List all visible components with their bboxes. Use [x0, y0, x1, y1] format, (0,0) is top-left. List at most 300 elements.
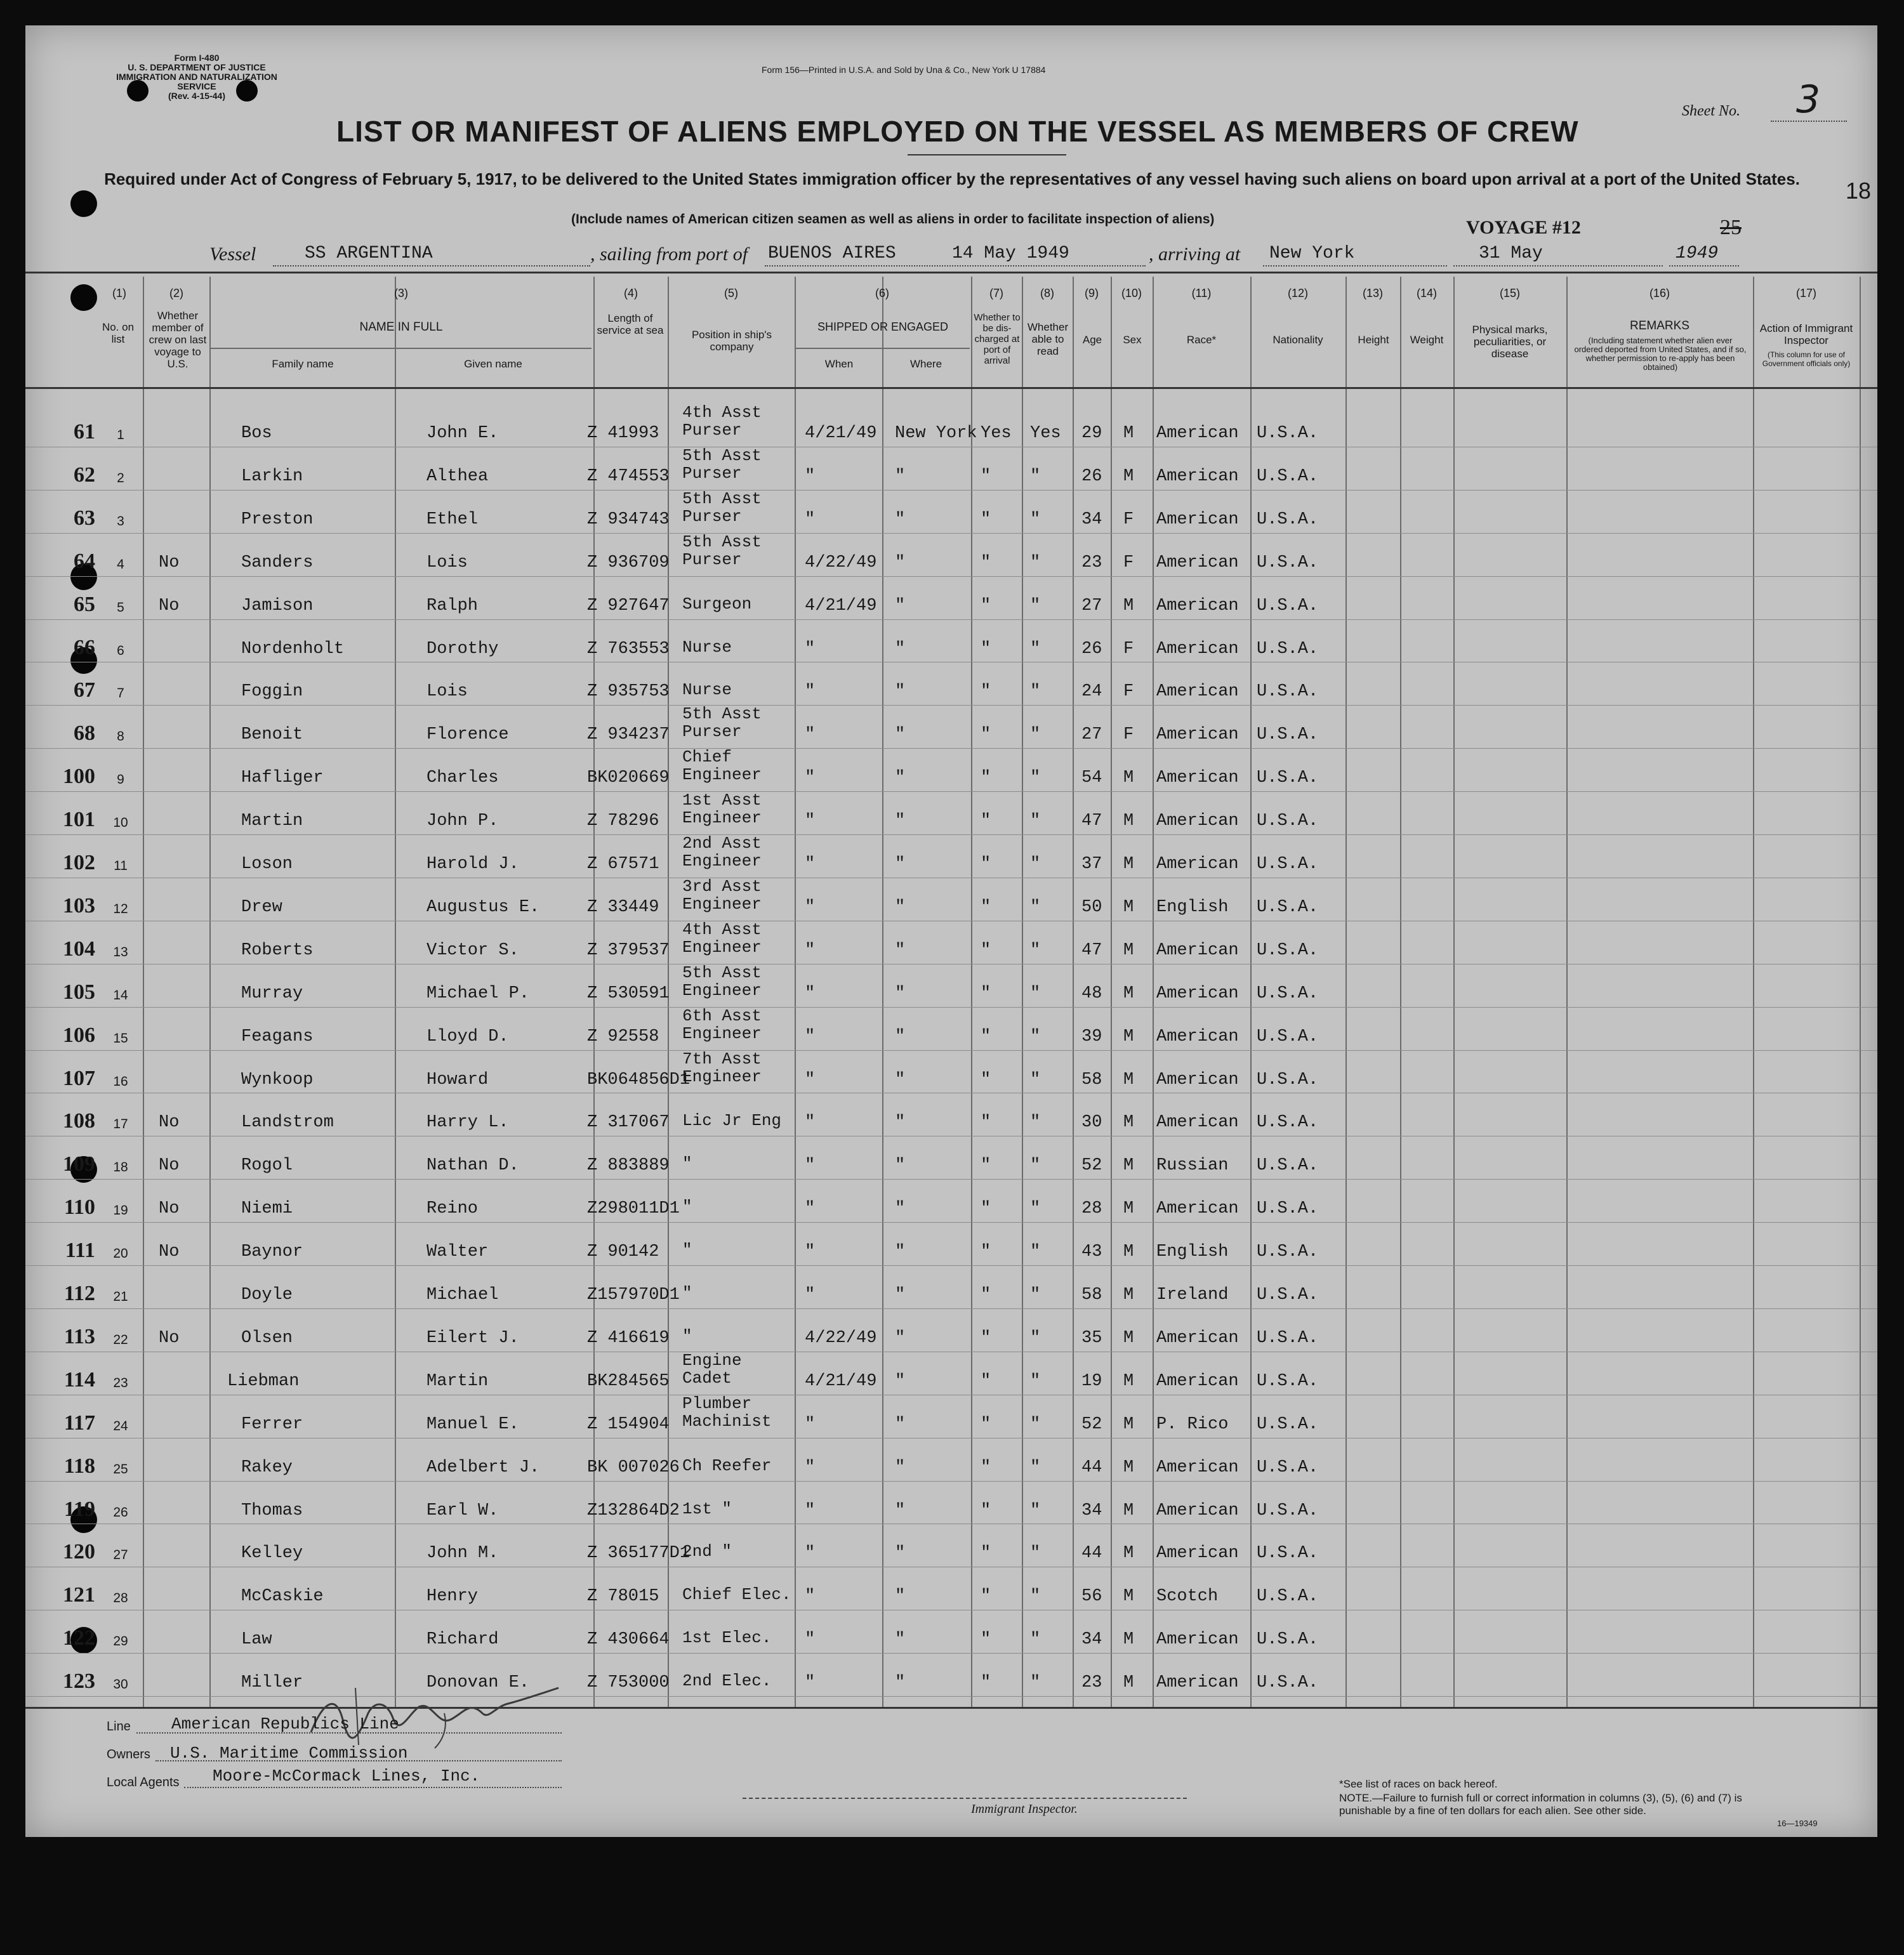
service-cell: Z 883889	[587, 1156, 670, 1176]
col-header-10: Sex	[1123, 334, 1142, 346]
disch-cell: "	[981, 768, 991, 788]
age-cell: 56	[1081, 1587, 1102, 1607]
when-cell: "	[805, 1501, 816, 1520]
family-cell: Roberts	[241, 940, 314, 960]
service-cell: Z 33449	[587, 897, 659, 917]
port-to: New York	[1269, 244, 1355, 263]
age-cell: 35	[1081, 1328, 1102, 1348]
list-number: 5	[117, 600, 124, 615]
age-cell: 48	[1081, 984, 1102, 1003]
position-cell: 4th Asst Purser	[682, 403, 762, 440]
read-cell: "	[1030, 639, 1041, 659]
service-cell: Z 416619	[587, 1328, 670, 1348]
nat-cell: U.S.A.	[1257, 812, 1319, 831]
where-cell: "	[895, 682, 906, 702]
given-cell: Nathan D.	[426, 1156, 519, 1176]
read-cell: "	[1030, 940, 1041, 960]
nat-cell: U.S.A.	[1257, 1630, 1319, 1650]
read-cell: "	[1030, 1070, 1041, 1089]
family-cell: Rakey	[241, 1458, 293, 1477]
disch-cell: "	[981, 553, 991, 572]
position-cell: 1st Elec.	[682, 1628, 772, 1648]
sex-cell: M	[1123, 812, 1134, 831]
col-header-6a: When	[824, 358, 854, 370]
family-cell: Benoit	[241, 725, 303, 745]
family-cell: Bos	[241, 424, 272, 443]
header-note: (Include names of American citizen seamen as well as aliens in order to facilitate inspection of aliens)	[571, 212, 1215, 227]
nat-cell: U.S.A.	[1257, 897, 1319, 917]
age-cell: 28	[1081, 1199, 1102, 1219]
col-header-3b: Given name	[464, 358, 522, 370]
list-number: 27	[113, 1548, 128, 1563]
nat-cell: U.S.A.	[1257, 596, 1319, 615]
disch-cell: "	[981, 725, 991, 745]
col-number: (17)	[1795, 287, 1816, 300]
when-cell: 4/21/49	[805, 424, 877, 443]
position-cell: Lic Jr Eng	[682, 1111, 782, 1131]
service-cell: Z 934237	[587, 725, 670, 745]
line-number: 113	[63, 1324, 95, 1348]
where-cell: "	[895, 855, 906, 874]
position-cell: 6th Asst Engineer	[682, 1006, 762, 1043]
age-cell: 23	[1081, 553, 1102, 572]
position-cell: 2nd Asst Engineer	[682, 834, 762, 871]
col-header-17: Action of Immigrant Inspector	[1759, 322, 1853, 346]
race-cell: American	[1156, 1199, 1239, 1219]
service-cell: Z 92558	[587, 1027, 659, 1046]
read-cell: "	[1030, 984, 1041, 1003]
col-number: (3)	[394, 287, 408, 300]
sex-cell: M	[1123, 1328, 1134, 1348]
col-header-9: Age	[1082, 334, 1102, 346]
read-cell: "	[1030, 897, 1041, 917]
page-title: LIST OR MANIFEST OF ALIENS EMPLOYED ON THE VESSEL AS MEMBERS OF CREW	[336, 115, 1579, 148]
line-number: 106	[63, 1023, 95, 1047]
race-cell: American	[1156, 510, 1239, 529]
col-number: (1)	[112, 287, 126, 300]
age-cell: 58	[1081, 1286, 1102, 1305]
given-cell: Harold J.	[426, 855, 519, 874]
vessel-name: SS ARGENTINA	[305, 244, 433, 263]
disch-cell: "	[981, 1027, 991, 1046]
list-number: 17	[113, 1117, 128, 1132]
when-cell: "	[805, 1027, 816, 1046]
where-cell: "	[895, 1156, 906, 1176]
age-cell: 26	[1081, 466, 1102, 486]
when-cell: "	[805, 639, 816, 659]
read-cell: "	[1030, 1673, 1041, 1693]
when-cell: "	[805, 466, 816, 486]
col-number: (15)	[1499, 287, 1520, 300]
line-number: 108	[63, 1109, 95, 1133]
disch-cell: "	[981, 1414, 991, 1434]
age-cell: 47	[1081, 812, 1102, 831]
given-cell: Lois	[426, 553, 468, 572]
position-cell: 1st "	[682, 1499, 732, 1518]
where-cell: "	[895, 553, 906, 572]
col-number: (5)	[724, 287, 738, 300]
disch-cell: "	[981, 855, 991, 874]
given-cell: John E.	[426, 424, 499, 443]
position-cell: "	[682, 1326, 692, 1346]
nat-cell: U.S.A.	[1257, 725, 1319, 745]
race-cell: American	[1156, 1501, 1239, 1520]
where-cell: "	[895, 1673, 906, 1693]
prev-cell: No	[159, 1156, 180, 1176]
list-number: 7	[117, 686, 124, 701]
family-cell: Wynkoop	[241, 1070, 314, 1089]
given-cell: Richard	[426, 1630, 499, 1650]
family-cell: Liebman	[227, 1371, 300, 1391]
age-cell: 58	[1081, 1070, 1102, 1089]
given-cell: Ralph	[426, 596, 479, 615]
nat-cell: U.S.A.	[1257, 1414, 1319, 1434]
family-cell: Rogol	[241, 1156, 293, 1176]
races-note: *See list of races on back hereof.	[1339, 1778, 1498, 1790]
nat-cell: U.S.A.	[1257, 1587, 1319, 1607]
col-header-6b: Where	[909, 358, 942, 370]
line-value: American Republics Line	[171, 1715, 399, 1734]
where-cell: "	[895, 1587, 906, 1607]
col-header-8: Whether able to read	[1027, 321, 1069, 357]
age-cell: 37	[1081, 855, 1102, 874]
service-cell: Z 430664	[587, 1630, 670, 1650]
col-header-13: Height	[1358, 334, 1389, 346]
disch-cell: "	[981, 510, 991, 529]
col-header-5: Position in ship's company	[691, 329, 772, 353]
line-number: 107	[63, 1066, 95, 1090]
sex-cell: M	[1123, 1458, 1134, 1477]
line-number: 64	[74, 549, 95, 573]
given-cell: Reino	[426, 1199, 479, 1219]
line-number: 111	[65, 1239, 95, 1263]
position-cell: 5th Asst Engineer	[682, 963, 762, 1000]
when-cell: "	[805, 725, 816, 745]
family-cell: Feagans	[241, 1027, 314, 1046]
read-cell: "	[1030, 1156, 1041, 1176]
disch-cell: Yes	[981, 424, 1012, 443]
when-cell: 4/21/49	[805, 1371, 877, 1391]
list-number: 29	[113, 1634, 128, 1649]
disch-cell: "	[981, 812, 991, 831]
page-subtitle: Required under Act of Congress of February 5, 1917, to be delivered to the United States immigration officer by the representatives of any vessel having such aliens on board upon arrival at a port of the United States.	[104, 169, 1800, 188]
list-number: 1	[117, 428, 124, 442]
agents-value: Moore-McCormack Lines, Inc.	[213, 1767, 480, 1786]
family-cell: Martin	[241, 812, 303, 831]
list-number: 4	[117, 556, 124, 572]
disch-cell: "	[981, 1328, 991, 1348]
col-header-14: Weight	[1410, 334, 1444, 346]
list-number: 10	[113, 815, 128, 831]
line-number: 104	[63, 937, 95, 961]
punch-hole	[70, 284, 97, 311]
col-number: (2)	[169, 287, 183, 300]
read-cell: "	[1030, 812, 1041, 831]
race-cell: English	[1156, 1242, 1229, 1262]
family-cell: Niemi	[241, 1199, 293, 1219]
disch-cell: "	[981, 897, 991, 917]
family-cell: Jamison	[241, 596, 314, 615]
disch-cell: "	[981, 682, 991, 702]
position-cell: Plumber Machinist	[682, 1393, 772, 1431]
line-number: 105	[63, 980, 95, 1004]
where-cell: "	[895, 1630, 906, 1650]
read-cell: "	[1030, 1414, 1041, 1434]
service-cell: BK284565	[587, 1371, 670, 1391]
race-cell: American	[1156, 940, 1239, 960]
family-cell: Landstrom	[241, 1113, 334, 1133]
col-header-15: Physical marks, peculiarities, or disease	[1472, 324, 1548, 360]
sex-cell: M	[1123, 1673, 1134, 1693]
voyage-number: VOYAGE #12	[1466, 217, 1581, 238]
prev-cell: No	[159, 1328, 180, 1348]
given-cell: Martin	[426, 1371, 489, 1391]
age-cell: 44	[1081, 1544, 1102, 1563]
col-header-3a: Family name	[272, 358, 334, 370]
position-cell: 5th Asst Purser	[682, 532, 762, 569]
family-cell: McCaskie	[241, 1587, 324, 1607]
when-cell: 4/21/49	[805, 596, 877, 615]
where-cell: "	[895, 1242, 906, 1262]
col-number: (10)	[1121, 287, 1142, 300]
given-cell: Michael P.	[426, 984, 530, 1003]
nat-cell: U.S.A.	[1257, 682, 1319, 702]
family-cell: Drew	[241, 897, 282, 917]
where-cell: "	[895, 510, 906, 529]
when-cell: "	[805, 897, 816, 917]
disch-cell: "	[981, 1501, 991, 1520]
given-cell: Michael	[426, 1286, 499, 1305]
sex-cell: M	[1123, 768, 1134, 788]
col-header-17-sub: (This column for use of Government officials only)	[1762, 350, 1851, 368]
sex-cell: F	[1123, 553, 1134, 572]
race-cell: American	[1156, 596, 1239, 615]
position-cell: 2nd "	[682, 1542, 732, 1562]
race-cell: American	[1156, 1673, 1239, 1693]
when-cell: "	[805, 1414, 816, 1434]
list-number: 2	[117, 470, 124, 485]
age-cell: 50	[1081, 897, 1102, 917]
when-cell: "	[805, 984, 816, 1003]
sex-cell: M	[1123, 424, 1134, 443]
family-cell: Kelley	[241, 1544, 303, 1563]
sail-date: 14 May 1949	[952, 244, 1069, 263]
disch-cell: "	[981, 1199, 991, 1219]
service-cell: Z 154904	[587, 1414, 670, 1434]
list-number: 26	[113, 1504, 128, 1520]
position-cell: Ch Reefer	[682, 1456, 772, 1475]
age-cell: 47	[1081, 940, 1102, 960]
sex-cell: M	[1123, 855, 1134, 874]
read-cell: "	[1030, 596, 1041, 615]
read-cell: "	[1030, 1027, 1041, 1046]
line-number: 110	[63, 1195, 95, 1220]
age-cell: 29	[1081, 424, 1102, 443]
line-number: 112	[63, 1282, 95, 1305]
service-cell: Z 67571	[587, 855, 659, 874]
nat-cell: U.S.A.	[1257, 1328, 1319, 1348]
when-cell: 4/22/49	[805, 553, 877, 572]
line-number: 101	[63, 808, 95, 832]
read-cell: "	[1030, 1371, 1041, 1391]
service-cell: Z 763553	[587, 639, 670, 659]
nat-cell: U.S.A.	[1257, 510, 1319, 529]
line-number: 118	[63, 1454, 95, 1478]
list-number: 23	[113, 1375, 128, 1390]
race-cell: American	[1156, 984, 1239, 1003]
given-cell: Florence	[426, 725, 509, 745]
where-cell: New York	[895, 424, 977, 443]
arrive-date: 31 May	[1479, 244, 1543, 263]
race-cell: American	[1156, 682, 1239, 702]
service-cell: Z 530591	[587, 984, 670, 1003]
page-number: 18	[1846, 178, 1872, 204]
when-cell: 4/22/49	[805, 1328, 877, 1348]
given-cell: Ethel	[426, 510, 479, 529]
nat-cell: U.S.A.	[1257, 1027, 1319, 1046]
line-number: 63	[74, 506, 95, 530]
age-cell: 34	[1081, 1501, 1102, 1520]
col-number: (7)	[989, 287, 1003, 300]
given-cell: Henry	[426, 1587, 479, 1607]
service-cell: Z 78296	[587, 812, 659, 831]
nat-cell: U.S.A.	[1257, 1199, 1319, 1219]
read-cell: "	[1030, 1587, 1041, 1607]
age-cell: 39	[1081, 1027, 1102, 1046]
sex-cell: M	[1123, 1286, 1134, 1305]
read-cell: "	[1030, 1199, 1041, 1219]
given-cell: John M.	[426, 1544, 499, 1563]
given-cell: Althea	[426, 466, 489, 486]
col-header-12: Nationality	[1273, 334, 1323, 346]
voyage-strikethrough: 25	[1720, 216, 1742, 239]
sex-cell: M	[1123, 1199, 1134, 1219]
age-cell: 26	[1081, 639, 1102, 659]
col-number: (16)	[1649, 287, 1670, 300]
line-number: 67	[74, 678, 95, 702]
given-cell: Manuel E.	[426, 1414, 519, 1434]
nat-cell: U.S.A.	[1257, 1673, 1319, 1693]
position-cell: 7th Asst Engineer	[682, 1049, 762, 1086]
age-cell: 34	[1081, 1630, 1102, 1650]
given-cell: Harry L.	[426, 1113, 509, 1133]
nat-cell: U.S.A.	[1257, 855, 1319, 874]
race-cell: American	[1156, 553, 1239, 572]
sex-cell: M	[1123, 1587, 1134, 1607]
where-cell: "	[895, 1414, 906, 1434]
family-cell: Murray	[241, 984, 303, 1003]
punch-hole	[70, 190, 97, 217]
position-cell: "	[682, 1197, 692, 1217]
when-cell: "	[805, 855, 816, 874]
where-cell: "	[895, 1027, 906, 1046]
given-cell: Donovan E.	[426, 1673, 530, 1693]
sex-cell: M	[1123, 1027, 1134, 1046]
race-cell: Ireland	[1156, 1286, 1229, 1305]
when-cell: "	[805, 1242, 816, 1262]
age-cell: 44	[1081, 1458, 1102, 1477]
where-cell: "	[895, 1328, 906, 1348]
race-cell: Scotch	[1156, 1587, 1219, 1607]
signature	[298, 1675, 565, 1751]
disch-cell: "	[981, 1587, 991, 1607]
position-cell: "	[682, 1241, 692, 1260]
sex-cell: F	[1123, 639, 1134, 659]
family-cell: Nordenholt	[241, 639, 345, 659]
service-cell: Z 936709	[587, 553, 670, 572]
form-code: 16—19349	[1777, 1819, 1818, 1828]
race-cell: P. Rico	[1156, 1414, 1229, 1434]
disch-cell: "	[981, 1242, 991, 1262]
where-cell: "	[895, 1286, 906, 1305]
race-cell: Russian	[1156, 1156, 1229, 1176]
family-cell: Foggin	[241, 682, 303, 702]
age-cell: 23	[1081, 1673, 1102, 1693]
sex-cell: M	[1123, 897, 1134, 917]
disch-cell: "	[981, 1544, 991, 1563]
service-cell: Z 934743	[587, 510, 670, 529]
col-number: (14)	[1416, 287, 1437, 300]
col-header-2: Whether member of crew on last voyage to U.S.	[149, 310, 207, 370]
where-cell: "	[895, 596, 906, 615]
race-cell: American	[1156, 639, 1239, 659]
nat-cell: U.S.A.	[1257, 466, 1319, 486]
line-number: 120	[63, 1540, 95, 1564]
when-cell: "	[805, 1070, 816, 1089]
position-cell: 5th Asst Purser	[682, 445, 762, 483]
age-cell: 52	[1081, 1156, 1102, 1176]
service-cell: Z 753000	[587, 1673, 670, 1693]
disch-cell: "	[981, 984, 991, 1003]
agents-label: Local Agents	[107, 1775, 180, 1789]
read-cell: "	[1030, 1630, 1041, 1650]
sheet-number: 3	[1796, 77, 1821, 122]
read-cell: "	[1030, 466, 1041, 486]
nat-cell: U.S.A.	[1257, 1371, 1319, 1391]
age-cell: 27	[1081, 596, 1102, 615]
prev-cell: No	[159, 1242, 180, 1262]
form-number-block: Form I-480 U. S. DEPARTMENT OF JUSTICE IMMIGRATION AND NATURALIZATION SERVICE (Rev. 4-15-44)	[116, 53, 277, 101]
sex-cell: M	[1123, 1242, 1134, 1262]
where-cell: "	[895, 940, 906, 960]
given-cell: Howard	[426, 1070, 489, 1089]
where-cell: "	[895, 1113, 906, 1133]
race-cell: American	[1156, 1458, 1239, 1477]
race-cell: American	[1156, 1630, 1239, 1650]
disch-cell: "	[981, 940, 991, 960]
service-cell: Z 317067	[587, 1113, 670, 1133]
nat-cell: U.S.A.	[1257, 768, 1319, 788]
line-number: 61	[74, 420, 95, 444]
col-number: (12)	[1287, 287, 1308, 300]
when-cell: "	[805, 1587, 816, 1607]
position-cell: Surgeon	[682, 594, 752, 614]
vessel-label: Vessel	[209, 244, 256, 265]
inspector-label: Immigrant Inspector.	[971, 1802, 1078, 1816]
service-cell: Z 41993	[587, 424, 659, 443]
where-cell: "	[895, 1371, 906, 1391]
prev-cell: No	[159, 1113, 180, 1133]
line-number: 103	[63, 893, 95, 918]
age-cell: 27	[1081, 725, 1102, 745]
sex-cell: M	[1123, 466, 1134, 486]
position-cell: 5th Asst Purser	[682, 704, 762, 742]
when-cell: "	[805, 1286, 816, 1305]
sex-cell: M	[1123, 1544, 1134, 1563]
service-cell: BK 007026	[587, 1458, 680, 1477]
family-cell: Baynor	[241, 1242, 303, 1262]
sex-cell: M	[1123, 1113, 1134, 1133]
